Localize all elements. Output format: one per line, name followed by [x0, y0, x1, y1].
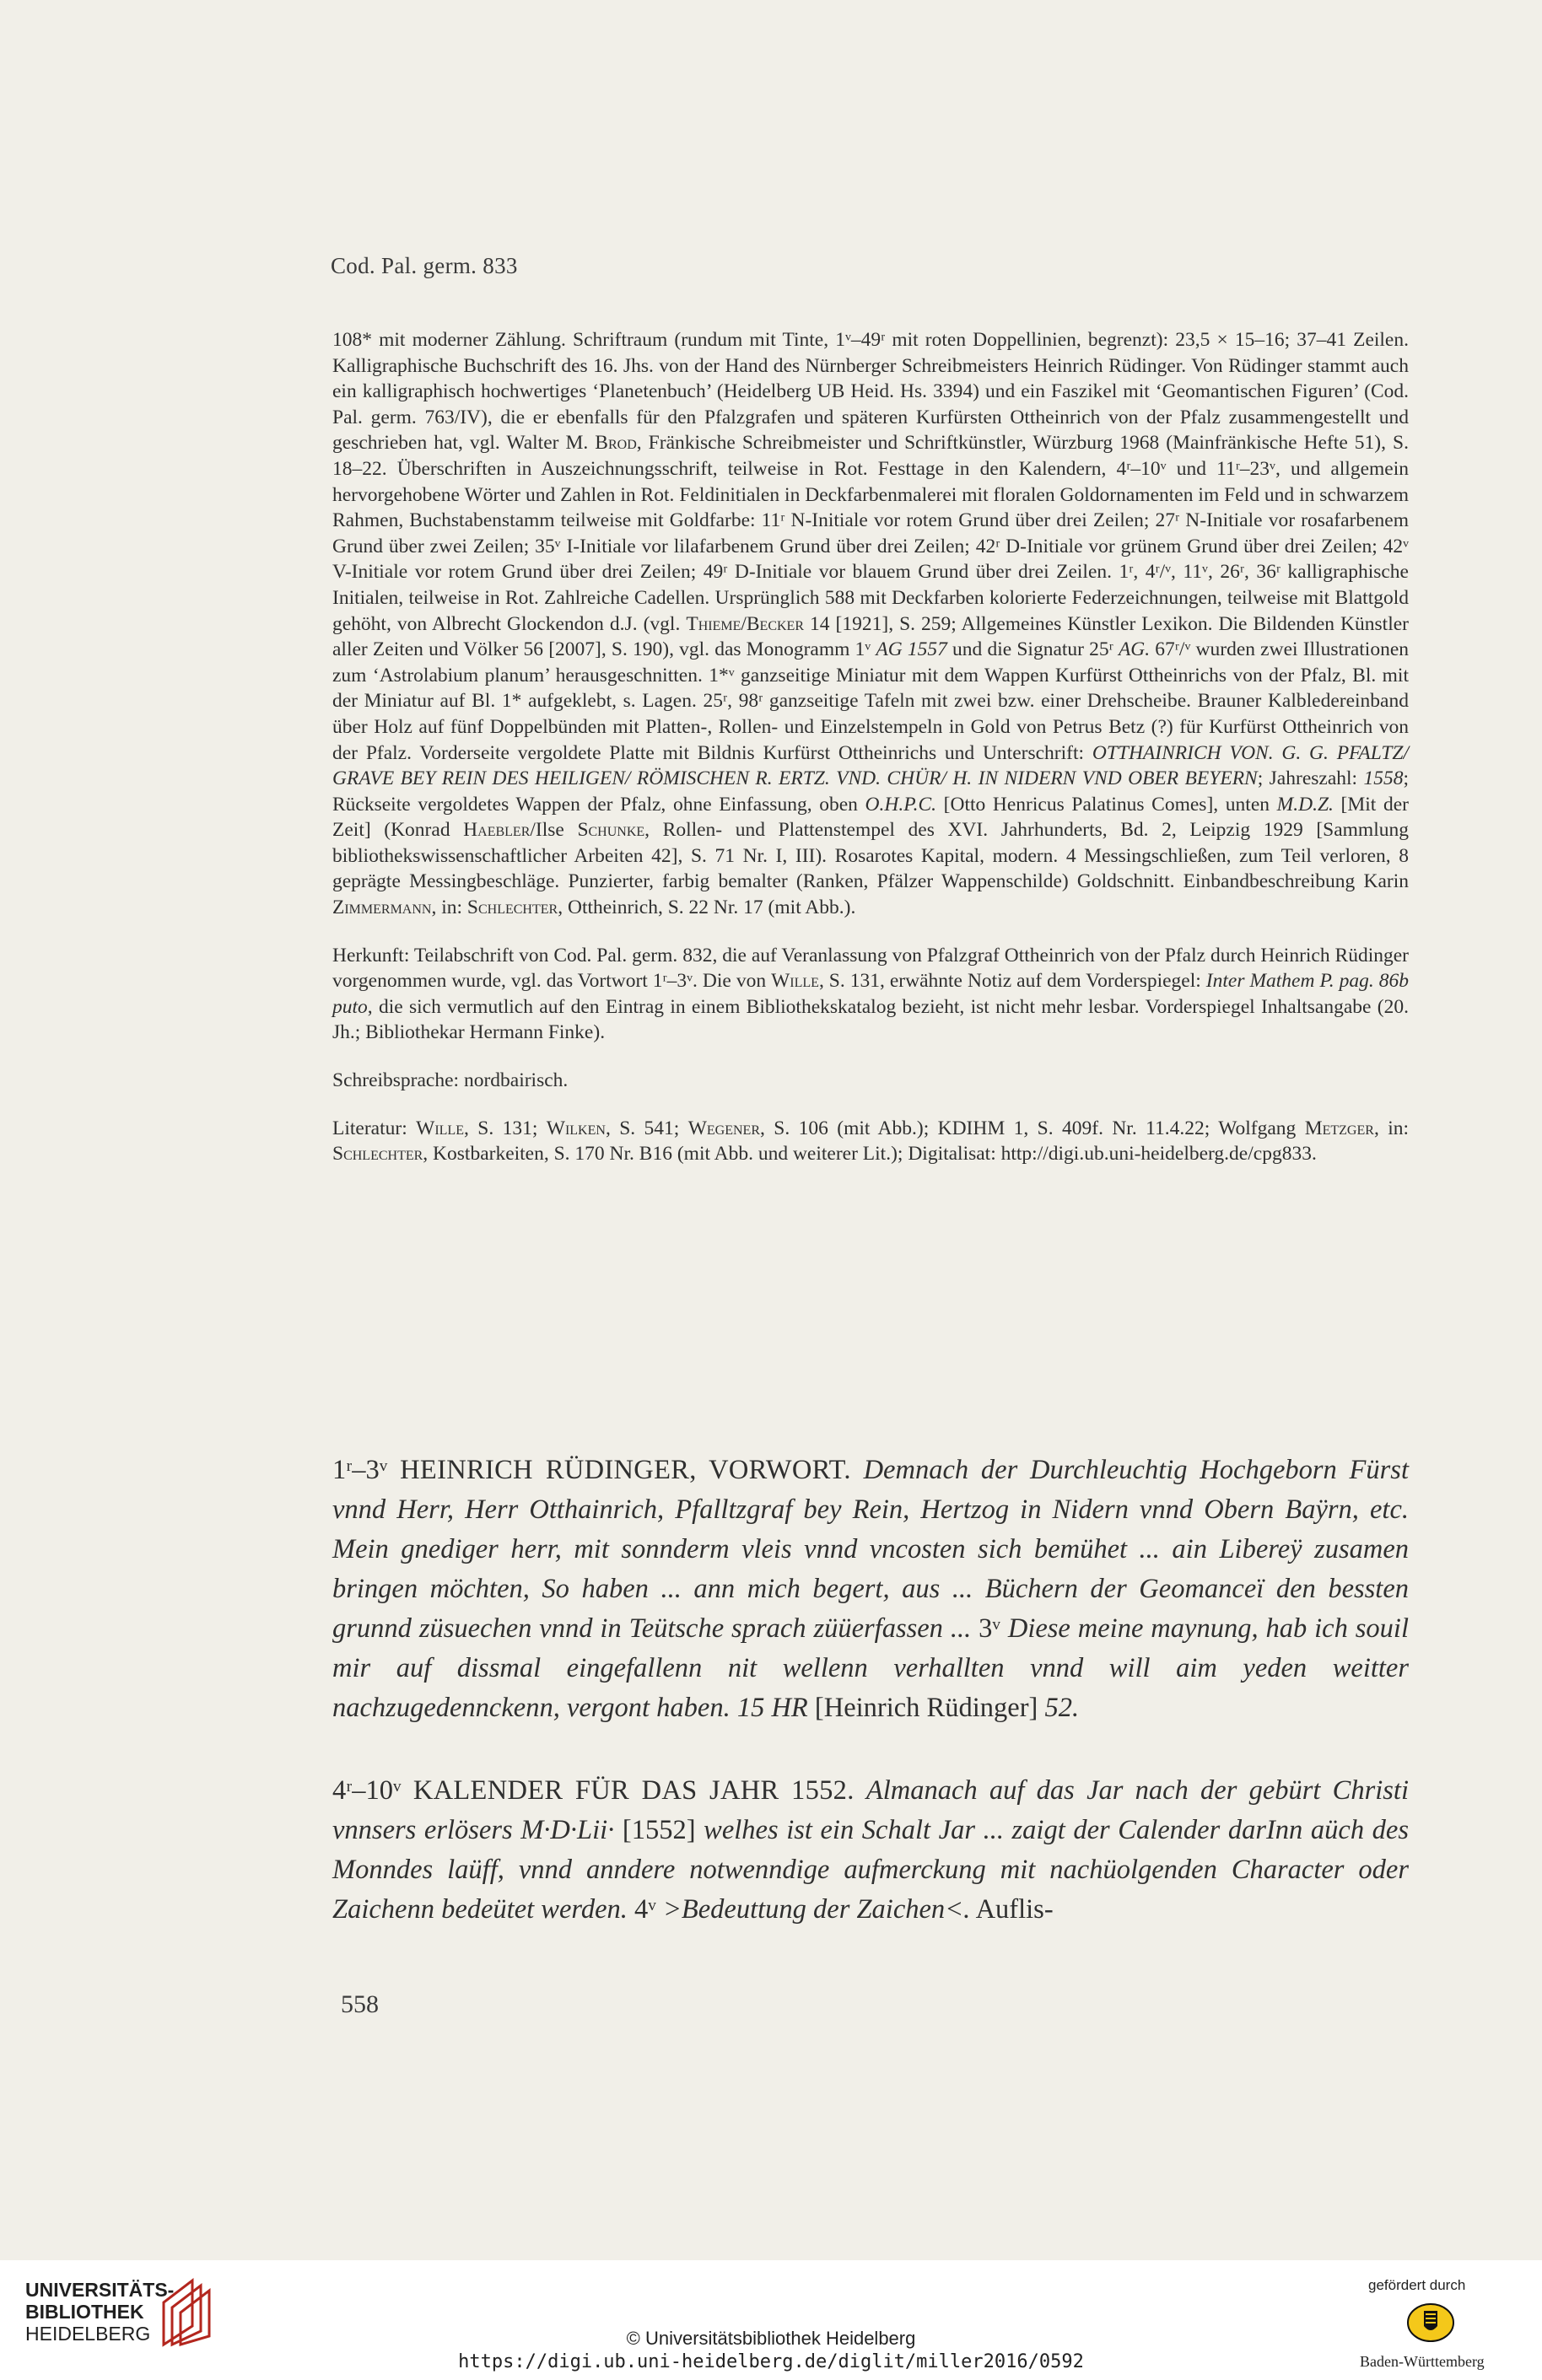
funder-name: Baden-Württemberg — [1360, 2353, 1485, 2370]
text-run: 4ʳ–10ᵛ — [332, 1775, 413, 1806]
text-run: , Rollen- und Plattenstempel des XVI. Jahrhunderts, Bd. 2, Leipzig 1929 [Sammlung bibliothekswissenschaftlicher Arbeiten 42], S. 71 Nr. I, III). Rosarotes Kapital, modern. 4 Messingschließen, zum Teil verloren, 8 geprägte Messingbeschläge. Punzierter, farbig bemalter (Ranken, Pfälzer Wappenschilde) Goldschnitt. Einbandbeschreibung Karin — [332, 819, 1409, 893]
author-name: Wilken — [546, 1117, 606, 1139]
author-name: Schlechter — [466, 897, 558, 919]
text-run: , in: — [431, 897, 467, 919]
text-run — [851, 1455, 864, 1485]
author-name: Haebler — [463, 819, 531, 842]
text-run: , Fränkische Schreibmeister und Schriftkünstler, Würzburg 1968 (Mainfränkische Hefte 51), S. 18–22. Überschriften in Auszeichnungsschrift, teilweise in Rot. Festtage in den Kalendern, 4ʳ–10ᵛ und 11ʳ–23ᵛ, und allgemein hervorgehobene Wörter und Zahlen in Rot. Feldinitialen in Deckfarbenmalerei mit floralen Goldornamenten im Feld und in schwarzem Rahmen, Buchstabenstamm teilweise mit Goldfarbe: 11ʳ N-Initiale vor rotem Grund über drei Zeilen; 27ʳ N-Initiale vor rosafarbenem Grund über zwei Zeilen; 35ᵛ I-Initiale vor lilafarbenem Grund über drei Zeilen; 42ʳ D-Initiale vor grünem Grund über drei Zeilen; 42ᵛ V-Initiale vor rotem Grund über drei Zeilen; 49ʳ D-Initiale vor blauem Grund über drei Zeilen. 1ʳ, 4ʳ/ᵛ, 11ᵛ, 26ʳ, 36ʳ kalligraphische Initialen, teilweise in Rot. Zahlreiche Cadellen. Ursprünglich 588 mit Deckfarben kolorierte Federzeichnungen, teilweise mit Blattgold gehöht, von Albrecht Glockendon d.J. (vgl. — [332, 432, 1409, 635]
library-name-line: BIBLIOTHEK — [25, 2301, 144, 2323]
quoted-text: >Bedeuttung der Zaichen<. — [662, 1894, 971, 1925]
text-run: , die sich vermutlich auf den Eintrag in einem Bibliothekskatalog bezieht, ist nicht mehr lesbar. Vorderspiegel Inhaltsangabe (20. Jh.; Bibliothekar Hermann Finke). — [332, 995, 1409, 1044]
text-run: 4ᵛ — [627, 1894, 663, 1925]
quoted-text: welhes ist ein Schalt Jar ... zaigt der Calender darInn aüch des Monndes laüff, vnnd anndere notwenndige aufmerckung mit nachüolgenden Character oder Zaichenn bedeütet werden. — [332, 1815, 1409, 1925]
provenance-paragraph — [332, 943, 1409, 1046]
entry-heading: KALENDER FÜR DAS JAHR 1552. — [412, 1775, 855, 1806]
author-name: Brod — [595, 432, 637, 455]
quoted-text: M.D.Z. — [1276, 793, 1334, 816]
text-run: [Heinrich Rüdinger] — [807, 1693, 1045, 1723]
copyright-notice: © Universitätsbibliothek Heidelberg — [626, 2328, 916, 2349]
text-run: Auflis- — [970, 1894, 1054, 1925]
text-run: 108* mit moderner Zählung. Schriftraum (rundum mit Tinte, 1ᵛ–49ʳ mit roten Doppellinien, begrenzt): 23,5 × 15–16; 37–41 Zeilen. Kalligraphische Buchschrift des 16. Jhs. von der Hand des Nürnberger Schreibmeisters Heinrich Rüdinger. Von Rüdinger stammt auch ein kalligraphisch hochwertiges ‘Planetenbuch’ (Heidelberg UB Heid. Hs. 3394) und ein Faszikel mit ‘Geomantischen Figuren’ (Cod. Pal. germ. 763/IV), die er ebenfalls für den Pfalzgrafen und späteren Kurfürsten Ottheinrich von der Pfalz zusammengestellt und geschrieben hat, vgl. Walter M. — [332, 329, 1409, 455]
library-name-line: UNIVERSITÄTS- — [25, 2279, 175, 2301]
author-name: Schlechter — [332, 1143, 423, 1166]
quoted-text: OTTHAINRICH VON. G. G. PFALTZ/ GRAVE BEY REIN DES HEILIGEN/ RÖMISCHEN R. ERTZ. VND. CHÜR/ H. IN NIDERN VND OBER BEYERN — [332, 741, 1410, 790]
permalink-url[interactable]: https://digi.ub.uni-heidelberg.de/diglit/miller2016/0592 — [458, 2351, 1084, 2372]
text-run: , in: — [1373, 1117, 1410, 1139]
manuscript-description — [332, 327, 1409, 1167]
page-number: 558 — [341, 1990, 379, 2018]
text-run: [Otto Henricus Palatinus Comes], unten — [936, 793, 1277, 816]
text-run: , Kostbarkeiten, S. 170 Nr. B16 (mit Abb. und weiterer Lit.); Digitalisat: http://digi.ub.uni-heidelberg.de/cpg833. — [423, 1143, 1317, 1166]
funder-label: gefördert durch — [1368, 2277, 1466, 2293]
text-run: Herkunft: Teilabschrift von Cod. Pal. germ. 832, die auf Veranlassung von Pfalzgraf Ottheinrich von der Pfalz durch Heinrich Rüdinger vorgenommen wurde, vgl. das Vortwort 1ʳ–3ᵛ. Die von — [332, 944, 1409, 993]
quoted-text: 1558 — [1363, 767, 1404, 790]
author-name: Wille — [771, 970, 819, 993]
author-name: Zimmermann — [332, 897, 432, 919]
quoted-text: 52. — [1044, 1693, 1080, 1723]
text-run: [1552] — [614, 1815, 704, 1845]
author-name: Thieme/Becker — [686, 612, 805, 635]
text-run: , S. 131, erwähnte Notiz auf dem Vorderspiegel: — [818, 970, 1206, 993]
quoted-text: Diese meine maynung, hab ich souil mir auf dissmal eingefallenn nit wellenn verhallten vnnd will aim yeden weitter nachzugedennckenn, vergont haben. 15 HR — [332, 1613, 1409, 1723]
text-run: [Mit der Zeit] (Konrad — [332, 793, 1409, 842]
entry-text — [332, 1451, 1409, 1728]
quoted-text: O.H.P.C. — [865, 793, 936, 816]
text-run: ; Jahreszahl: — [1257, 767, 1364, 790]
dialect-paragraph — [332, 1068, 1409, 1094]
text-run: ; Rückseite vergoldetes Wappen der Pfalz, ohne Einfassung, oben — [332, 767, 1409, 816]
text-run: , S. 541; — [605, 1117, 688, 1139]
content-entry-calendar — [332, 1771, 1409, 1930]
text-run — [855, 1775, 866, 1806]
quoted-text: Almanach auf das Jar nach der gebürt Christi vnnsers erlösers M·D·Lii· — [332, 1775, 1409, 1845]
text-run: /Ilse — [530, 819, 578, 842]
text-run: 1ʳ–3ᵛ — [332, 1455, 401, 1485]
description-paragraph — [332, 327, 1409, 921]
text-run: , S. 131; — [463, 1117, 547, 1139]
text-run: 67ʳ/ᵛ wurden zwei Illustrationen zum ‘Astrolabium planum’ herausgeschnitten. 1*ᵛ ganzseitige Miniatur mit dem Wappen Kurfürst Ottheinrichs von der Pfalz, Bl. mit der Miniatur auf Bl. 1* aufgeklebt, s. Lagen. 25ʳ, 98ʳ ganzseitige Tafeln mit zwei bzw. einer Drehscheibe. Brauner Kalbledereinband über Holz auf fünf Doppelbünden mit Platten-, Rollen- und Einzelstempeln in Gold von Petrus Betz (?) für Kurfürst Ottheinrich von der Pfalz. Vorderseite vergoldete Platte mit Bildnis Kurfürst Ottheinrichs und Unterschrift: — [332, 638, 1409, 764]
text-run: , Ottheinrich, S. 22 Nr. 17 (mit Abb.). — [558, 897, 856, 919]
entry-text — [332, 1771, 1409, 1930]
coat-of-arms-icon — [1405, 2297, 1456, 2348]
author-name: Metzger — [1304, 1117, 1374, 1139]
entry-heading: HEINRICH RÜDINGER, VORWORT. — [400, 1455, 851, 1485]
library-name-line: HEIDELBERG — [25, 2323, 151, 2345]
text-run: Schreibsprache: nordbairisch. — [332, 1069, 569, 1092]
text-run: Literatur: — [332, 1117, 417, 1139]
quoted-text: AG 1557 — [876, 638, 947, 661]
quoted-text: AG. — [1118, 638, 1151, 661]
quoted-text: Inter Mathem P. pag. 86b puto — [332, 970, 1409, 1018]
quoted-text: Demnach der Durchleuchtig Hochgeborn Fürst vnnd Herr, Herr Otthainrich, Pfalltzgraf bey Rein, Hertzog in Nidern vnnd Obern Baÿrn, etc. Mein gnediger herr, mit sonnderm vleis vnnd vncosten sich bemühet ... ain Libereÿ zusamen bringen möchten, So haben ... ann mich begert, aus ... Büchern der Geomanceï den bessten grunnd züsuechen vnnd in Teütsche sprach züüerfassen ... — [332, 1455, 1409, 1644]
running-head: Cod. Pal. germ. 833 — [331, 253, 518, 278]
content-entry-preface — [332, 1451, 1409, 1728]
text-run: 14 [1921], S. 259; Allgemeines Künstler Lexikon. Die Bildenden Künstler aller Zeiten und Völker 56 [2007], S. 190), vgl. das Monogramm 1ᵛ — [332, 612, 1409, 661]
text-run: und die Signatur 25ʳ — [946, 638, 1119, 661]
author-name: Wille — [416, 1117, 464, 1139]
text-run: , S. 106 (mit Abb.); KDIHM 1, S. 409f. Nr. 11.4.22; Wolfgang — [760, 1117, 1305, 1139]
author-name: Wegener — [687, 1117, 761, 1139]
text-run: 3ᵛ — [971, 1613, 1008, 1644]
literature-paragraph — [332, 1116, 1409, 1167]
author-name: Schunke — [577, 819, 645, 842]
